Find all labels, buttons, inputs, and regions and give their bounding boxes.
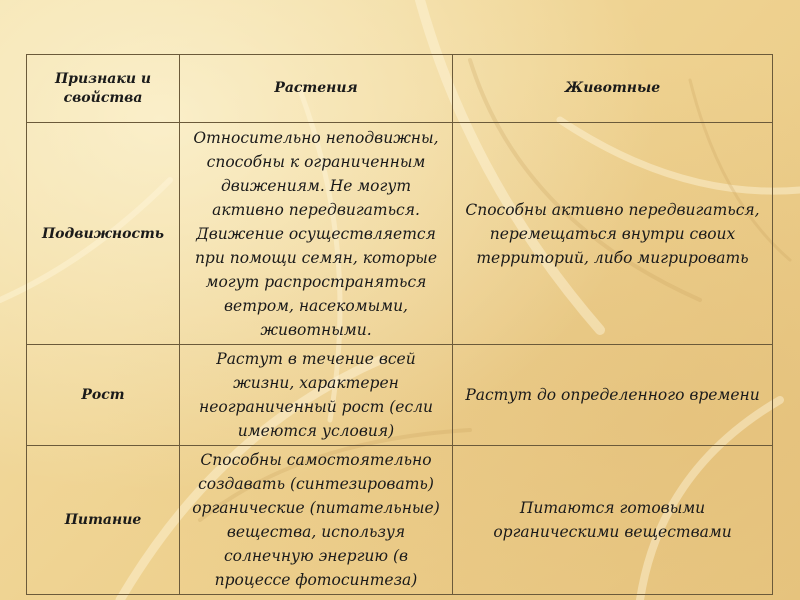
table-row — [27, 345, 773, 446]
plants-vs-animals-table — [26, 54, 773, 595]
header-animals: Животные — [453, 55, 773, 123]
table-row — [27, 123, 773, 345]
animals-cell: Способны активно передвигаться, перемещаться внутри своих территорий, либо мигрировать — [453, 123, 773, 345]
row-feature-label: Питание — [27, 446, 180, 595]
plants-cell: Растут в течение всей жизни, характерен неограниченный рост (если имеются условия) — [180, 345, 453, 446]
table-row — [27, 446, 773, 595]
plants-cell: Относительно неподвижны, способны к ограниченным движениям. Не могут активно передвигаться. Движение осуществляется при помощи семян, которые могут распространяться ветром, насекомыми, животными. — [180, 123, 453, 345]
table-header-row — [27, 55, 773, 123]
row-feature-label: Подвижность — [27, 123, 180, 345]
animals-cell: Питаются готовыми органическими веществами — [453, 446, 773, 595]
header-features: Признаки и свойства — [27, 55, 180, 123]
plants-cell: Способны самостоятельно создавать (синтезировать) органические (питательные) вещества, используя солнечную энергию (в процессе фотосинтеза) — [180, 446, 453, 595]
animals-cell: Растут до определенного времени — [453, 345, 773, 446]
row-feature-label: Рост — [27, 345, 180, 446]
header-plants: Растения — [180, 55, 453, 123]
comparison-table-container — [26, 54, 772, 589]
